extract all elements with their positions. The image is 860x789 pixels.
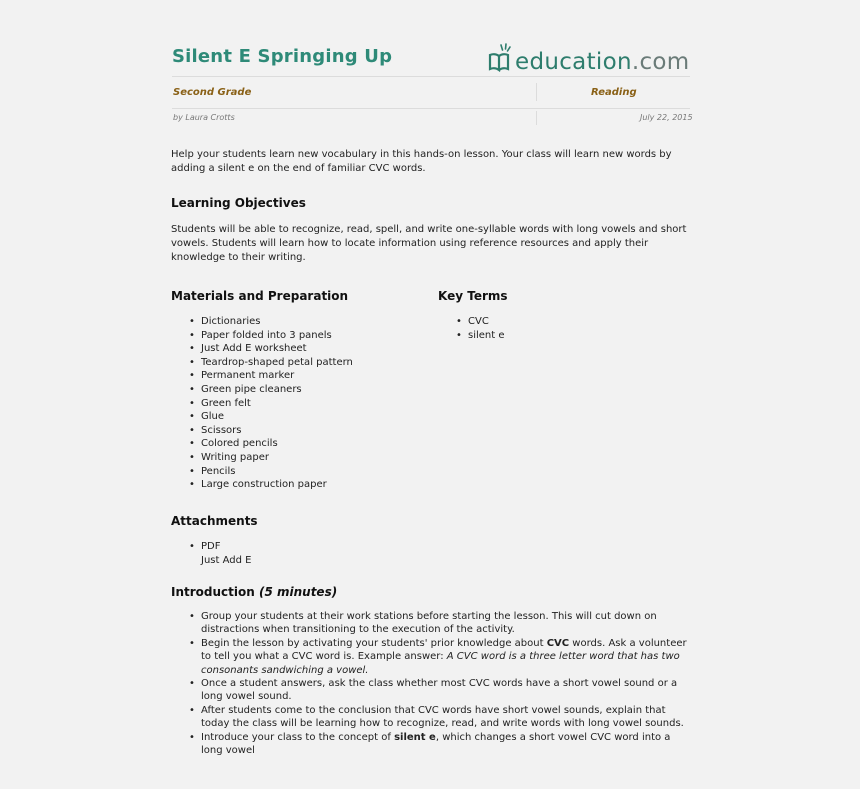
example-answer: A CVC word is a three letter word that has two consonants sandwiching a vowel. [201, 651, 680, 676]
step-text: , which changes a short vowel CVC word into a long vowel [201, 731, 671, 757]
subject-label: Reading [591, 87, 637, 98]
materials-heading: Materials and Preparation [171, 289, 349, 303]
introduction-title: Introduction [171, 585, 255, 599]
list-item [171, 731, 691, 758]
author-label: by Laura Crotts [173, 113, 235, 122]
education-logo [487, 42, 689, 76]
term-silent-e: silent e [394, 731, 436, 743]
term-cvc: CVC [546, 637, 570, 649]
list-item: • Colored pencils [171, 437, 431, 451]
list-item: • Writing paper [171, 451, 431, 465]
step-text: Introduce your class to the concept of [201, 731, 395, 743]
logo-wordmark: education [515, 49, 632, 75]
list-item: • Pencils [171, 465, 431, 479]
grade-label: Second Grade [173, 87, 252, 98]
list-item: • Group your students at their work stations before starting the lesson. This will cut down on distractions when transitioning to the execution of the activity. [171, 610, 691, 637]
objectives-text: Students will be able to recognize, read, spell, and write one-syllable words with long vowels and short vowels. Students will learn how to locate information using reference resources and apply their knowledge to their writing. [171, 224, 687, 263]
list-item: • silent e [438, 329, 638, 343]
attachment-item[interactable]: Just Add E [201, 554, 252, 566]
list-item: • Permanent marker [171, 369, 431, 383]
attachment-item[interactable]: • PDF [171, 540, 431, 554]
step-text: words. Ask a volunteer to tell you what a CVC word is. Example answer: [201, 637, 687, 663]
page-title: Silent E Springing Up [172, 46, 393, 67]
list-item: • After students come to the conclusion that CVC words have short vowel sounds, explain that today the class will be learning how to recognize, read, and write words with long vowel sounds. [171, 704, 691, 731]
list-item: • Paper folded into 3 panels [171, 329, 431, 343]
attachments-heading: Attachments [171, 514, 258, 528]
logo-suffix: .com [631, 49, 690, 75]
list-item: • CVC [438, 315, 638, 329]
list-item: • Teardrop-shaped petal pattern [171, 356, 431, 370]
list-item [171, 637, 691, 677]
attachments-list [171, 540, 431, 567]
key-terms-list [438, 315, 638, 342]
list-item: • Large construction paper [171, 478, 431, 492]
meta-divider-3 [536, 111, 537, 125]
list-item: • Glue [171, 410, 431, 424]
introduction-duration: (5 minutes) [258, 585, 338, 599]
step-text: Begin the lesson by activating your students' prior knowledge about [201, 637, 547, 649]
lesson-summary: Help your students learn new vocabulary in this hands-on lesson. Your class will learn new words by adding a silent e on the end of familiar CVC words. [171, 149, 672, 174]
materials-list [171, 315, 431, 492]
header-divider [172, 76, 690, 77]
key-terms-heading: Key Terms [438, 289, 508, 303]
objectives-heading: Learning Objectives [171, 196, 306, 210]
list-item: • Scissors [171, 424, 431, 438]
introduction-heading [171, 585, 337, 599]
list-item: • Dictionaries [171, 315, 431, 329]
list-item: • Just Add E worksheet [171, 342, 431, 356]
date-label: July 22, 2015 [640, 113, 693, 122]
meta-divider [536, 83, 537, 101]
meta-divider-2 [172, 108, 690, 109]
list-item: • Green felt [171, 397, 431, 411]
introduction-steps [171, 610, 691, 757]
book-icon [487, 42, 513, 76]
list-item: • Green pipe cleaners [171, 383, 431, 397]
list-item: • Once a student answers, ask the class whether most CVC words have a short vowel sound or a long vowel sound. [171, 677, 691, 704]
